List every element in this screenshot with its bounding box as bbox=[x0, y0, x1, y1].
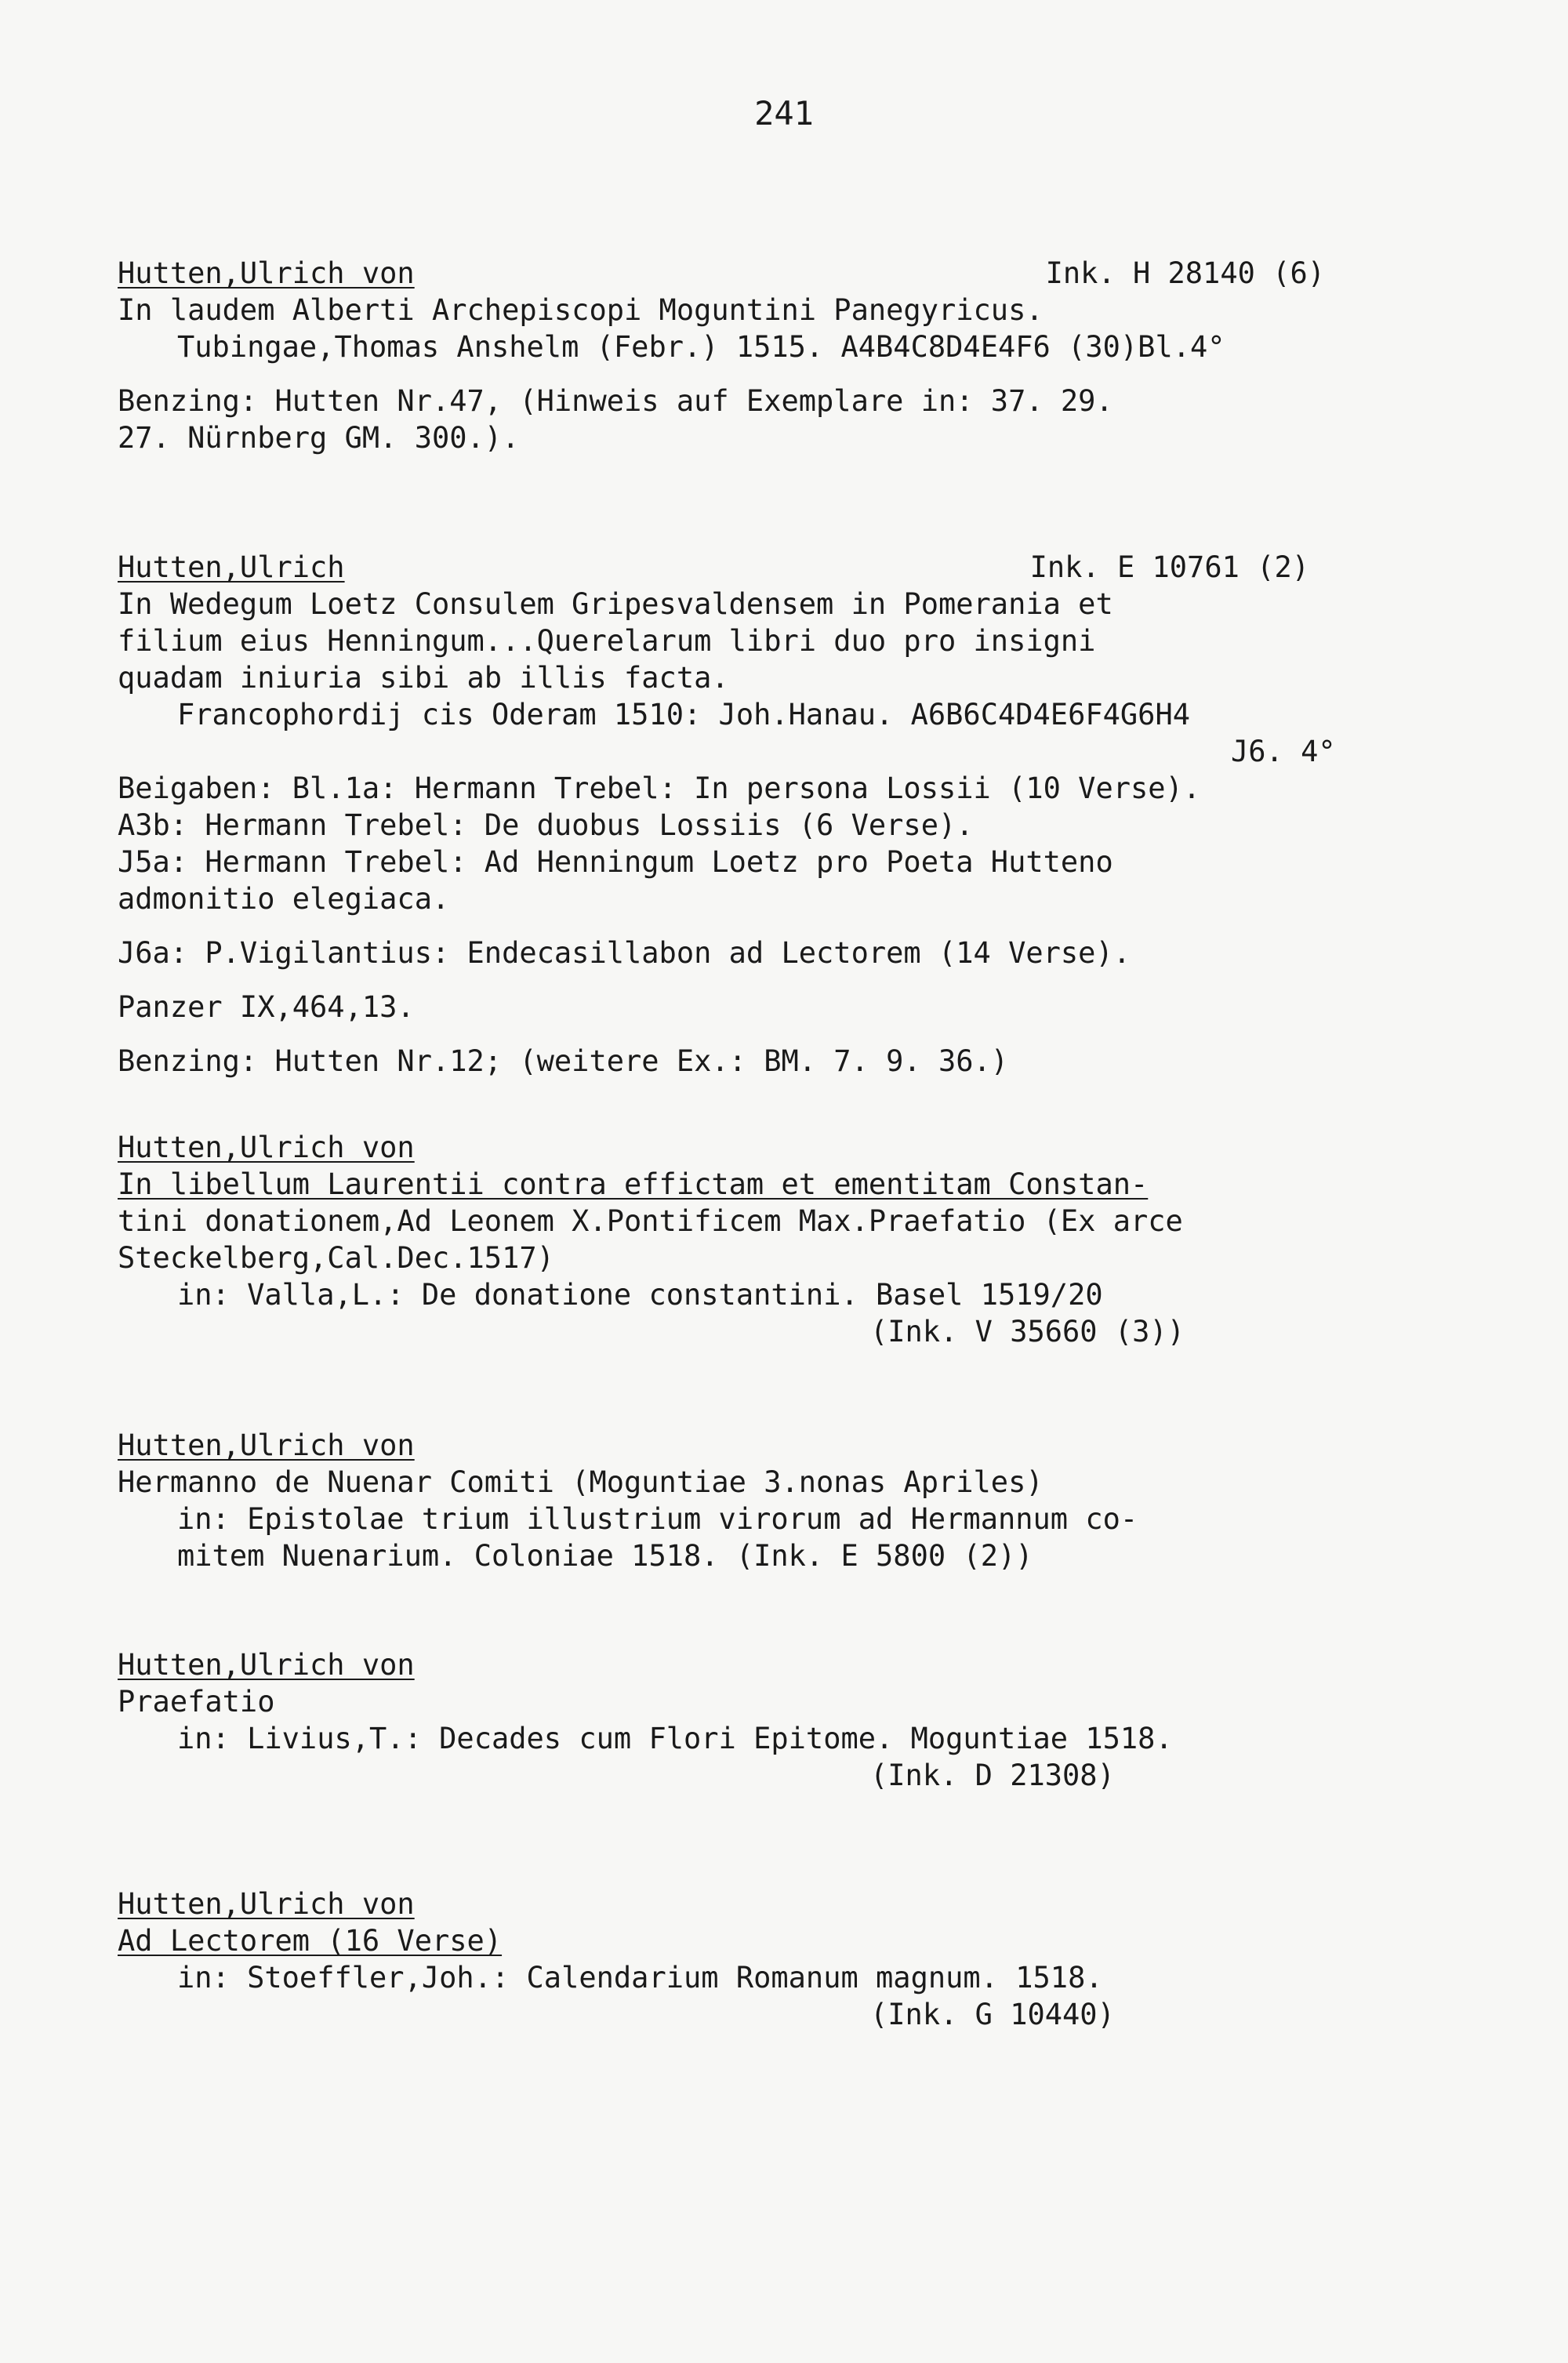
catalog-entry bbox=[118, 549, 1466, 1080]
entry-line: J6a: P.Vigilantius: Endecasillabon ad Lectorem (14 Verse). bbox=[118, 936, 1131, 970]
entry-line: Benzing: Hutten Nr.47, (Hinweis auf Exemplare in: 37. 29. bbox=[118, 384, 1113, 418]
entry-line: in: Epistolae trium illustrium virorum ad Hermannum co- bbox=[177, 1502, 1138, 1536]
entry-line: In libellum Laurentii contra effictam et ementitam Constan- bbox=[118, 1167, 1149, 1201]
catalog-entry bbox=[118, 1886, 1466, 2033]
entry-line: in: Stoeffler,Joh.: Calendarium Romanum magnum. 1518. bbox=[177, 1961, 1103, 1995]
entry-line: in: Livius,T.: Decades cum Flori Epitome. Moguntiae 1518. bbox=[177, 1722, 1173, 1755]
entry-line: Tubingae,Thomas Anshelm (Febr.) 1515. A4B4C8D4E4F6 (30)Bl.4° bbox=[177, 330, 1225, 364]
entry-line: (Ink. G 10440) bbox=[870, 1998, 1115, 2031]
entry-line: Ad Lectorem (16 Verse) bbox=[118, 1924, 503, 1958]
entry-line: In Wedegum Loetz Consulem Gripesvaldensem in Pomerania et bbox=[118, 587, 1113, 621]
entry-line: quadam iniuria sibi ab illis facta. bbox=[118, 661, 729, 695]
catalog-entry bbox=[118, 1427, 1466, 1574]
entry-line: (Ink. V 35660 (3)) bbox=[870, 1315, 1185, 1348]
entry-line: J5a: Hermann Trebel: Ad Henningum Loetz pro Poeta Hutteno bbox=[118, 845, 1113, 879]
entry-line: Praefatio bbox=[118, 1685, 275, 1719]
catalog-entry bbox=[118, 1129, 1466, 1350]
entry-line: Benzing: Hutten Nr.12; (weitere Ex.: BM. 7. 9. 36.) bbox=[118, 1044, 1009, 1078]
entry-author: Hutten,Ulrich von bbox=[118, 1648, 415, 1682]
entry-line: mitem Nuenarium. Coloniae 1518. (Ink. E 5800 (2)) bbox=[177, 1539, 1033, 1573]
entry-author: Hutten,Ulrich von bbox=[118, 1887, 415, 1921]
entry-heading bbox=[118, 255, 1466, 292]
entry-line: admonitio elegiaca. bbox=[118, 882, 450, 916]
entry-ink-number: Ink. H 28140 (6) bbox=[1045, 256, 1325, 290]
entry-line: Hermanno de Nuenar Comiti (Moguntiae 3.nonas Apriles) bbox=[118, 1465, 1044, 1499]
catalog-entry bbox=[118, 1646, 1466, 1794]
entry-line: filium eius Henningum...Querelarum libri duo pro insigni bbox=[118, 624, 1096, 658]
entry-line: Steckelberg,Cal.Dec.1517) bbox=[118, 1241, 554, 1275]
entry-heading bbox=[118, 549, 1466, 586]
entry-author: Hutten,Ulrich von bbox=[118, 256, 415, 290]
entry-line: (Ink. D 21308) bbox=[870, 1759, 1115, 1792]
entry-line: Francophordij cis Oderam 1510: Joh.Hanau. A6B6C4D4E6F4G6H4 bbox=[177, 698, 1191, 731]
entry-ink-number: Ink. E 10761 (2) bbox=[1029, 550, 1309, 584]
entry-line: In laudem Alberti Archepiscopi Moguntini Panegyricus. bbox=[118, 293, 1044, 327]
entry-line: 27. Nürnberg GM. 300.). bbox=[118, 421, 520, 455]
catalog-entry bbox=[118, 255, 1466, 456]
entry-line: Beigaben: Bl.1a: Hermann Trebel: In persona Lossii (10 Verse). bbox=[118, 771, 1201, 805]
page-number: 241 bbox=[754, 94, 814, 132]
entry-author: Hutten,Ulrich von bbox=[118, 1131, 415, 1164]
entry-line: J6. 4° bbox=[1231, 735, 1336, 768]
entry-line: in: Valla,L.: De donatione constantini. Basel 1519/20 bbox=[177, 1278, 1103, 1312]
entry-author: Hutten,Ulrich bbox=[118, 550, 345, 584]
entry-line: Panzer IX,464,13. bbox=[118, 990, 415, 1024]
entry-author: Hutten,Ulrich von bbox=[118, 1428, 415, 1462]
entry-line: tini donationem,Ad Leonem X.Pontificem Max.Praefatio (Ex arce bbox=[118, 1204, 1183, 1238]
entry-line: A3b: Hermann Trebel: De duobus Lossiis (6 Verse). bbox=[118, 808, 974, 842]
